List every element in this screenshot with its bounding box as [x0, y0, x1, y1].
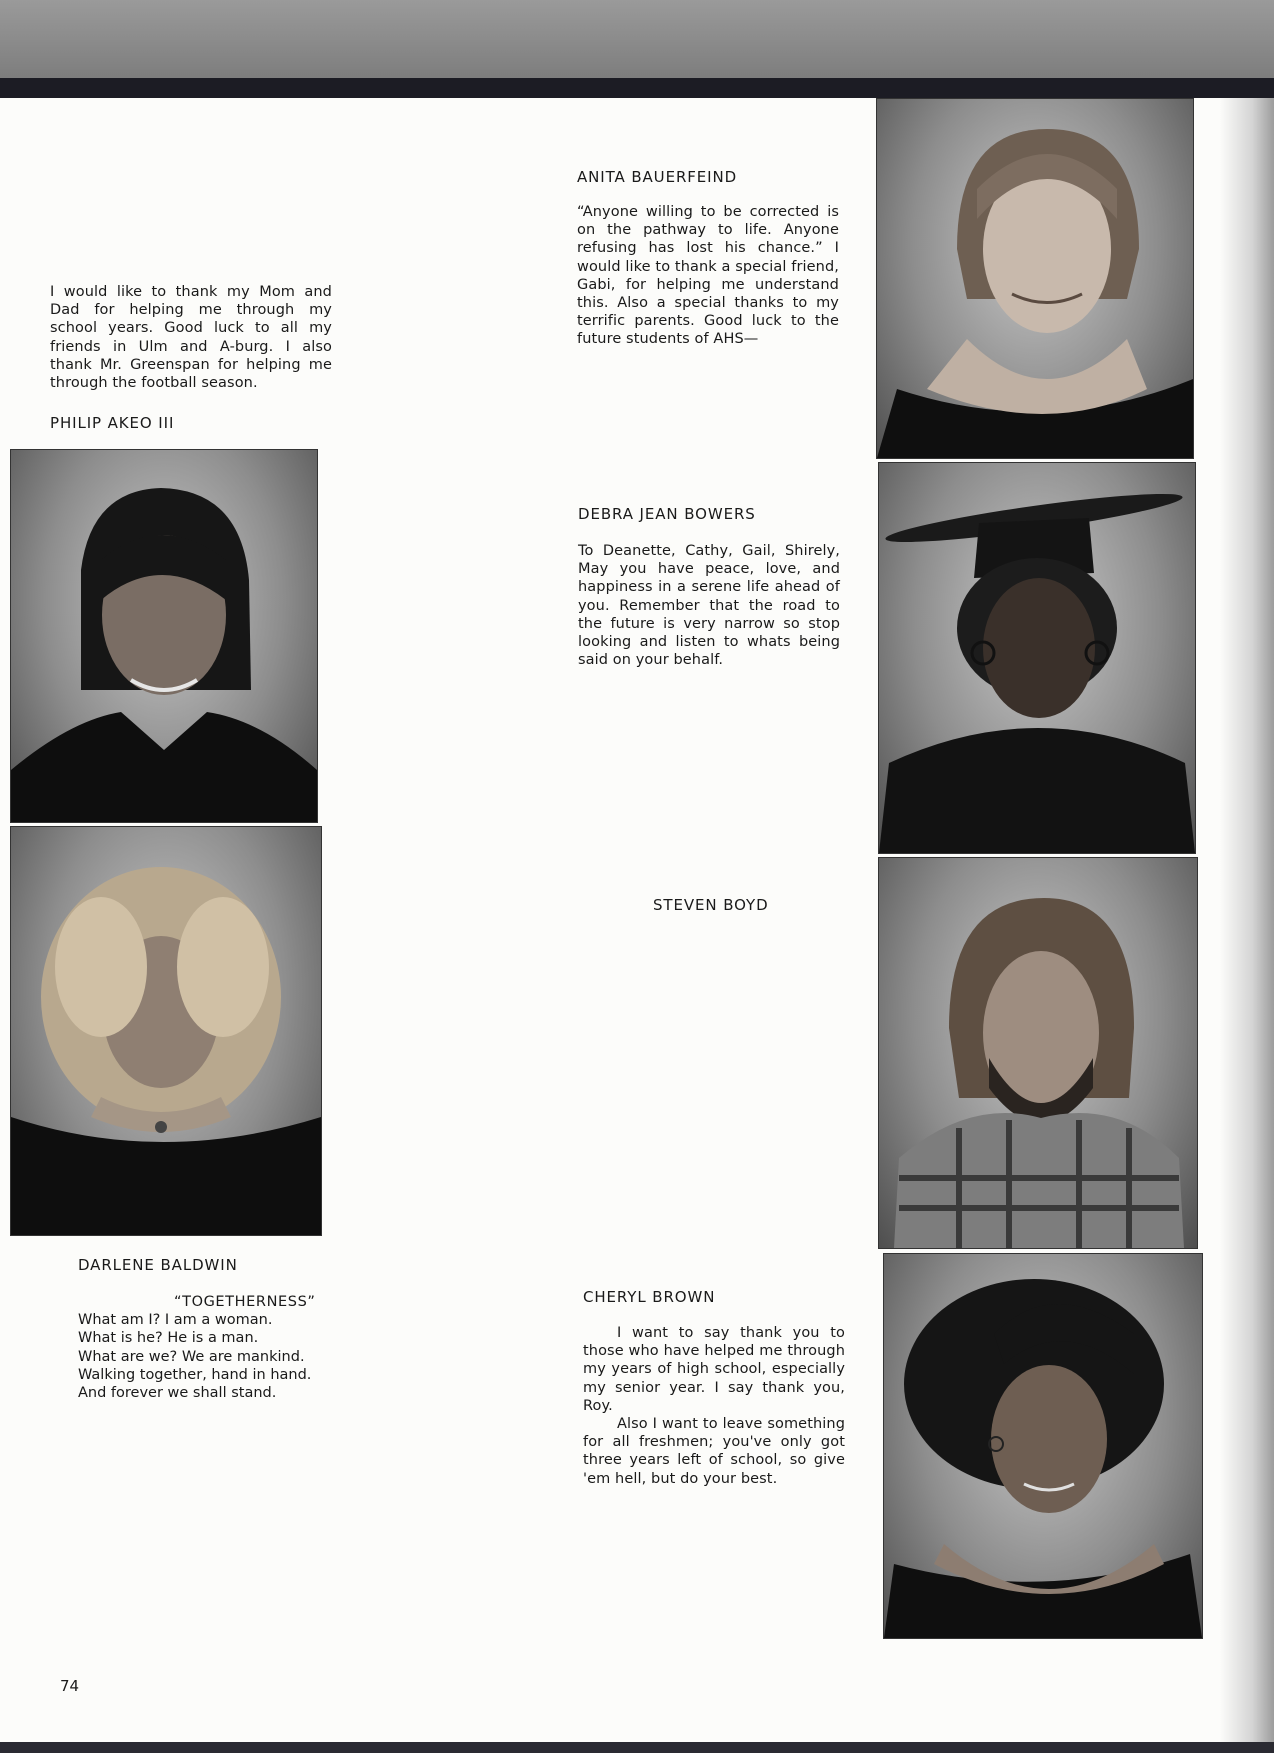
- poem-title: “TOGETHERNESS”: [174, 1294, 316, 1310]
- brown-portrait: [883, 1253, 1203, 1639]
- baldwin-name: DARLENE BALDWIN: [78, 1256, 238, 1274]
- brown-message: [583, 1324, 845, 1488]
- bowers-name: DEBRA JEAN BOWERS: [578, 505, 756, 523]
- brown-message-paragraph-2: Also I want to leave something for all freshmen; you've only got three years left of school, so give 'em hell, but do your best.: [583, 1416, 845, 1487]
- poem-line: What am I? I am a woman.: [78, 1312, 273, 1329]
- akeo-portrait: [10, 449, 318, 823]
- akeo-name: PHILIP AKEO III: [50, 414, 175, 432]
- bauerfeind-message: “Anyone willing to be corrected is on the pathway to life. Anyone refusing has lost his chance.” I would like to thank a special friend, Gabi, for helping me understand this. Also a special thanks to my terrific parents. Good luck to the future students of AHS—: [577, 204, 839, 348]
- akeo-message: I would like to thank my Mom and Dad for helping me through my school years. Good luck to all my friends in Ulm and A-burg. I also thank Mr. Greenspan for helping me through the football season.: [50, 284, 332, 392]
- baldwin-poem: [78, 1293, 368, 1402]
- book-cover-edge: [0, 78, 1274, 100]
- page-number: 74: [60, 1677, 80, 1695]
- poem-line: What are we? We are mankind.: [78, 1348, 305, 1365]
- brown-name: CHERYL BROWN: [583, 1288, 716, 1306]
- brown-message-paragraph-1: I want to say thank you to those who have helped me through my years of high school, especially my senior year. I say thank you, Roy.: [583, 1325, 845, 1414]
- poem-line: What is he? He is a man.: [78, 1330, 259, 1347]
- bauerfeind-portrait: [876, 98, 1194, 459]
- scan-background: [0, 0, 1274, 82]
- page-gutter-shadow: [1220, 98, 1274, 1753]
- bowers-portrait: [878, 462, 1196, 854]
- boyd-name: STEVEN BOYD: [653, 896, 769, 914]
- poem-line: And forever we shall stand.: [78, 1385, 277, 1402]
- boyd-portrait: [878, 857, 1198, 1249]
- book-bottom-edge: [0, 1742, 1274, 1753]
- poem-line: Walking together, hand in hand.: [78, 1366, 312, 1383]
- baldwin-portrait: [10, 826, 322, 1236]
- bowers-message: To Deanette, Cathy, Gail, Shirely, May you have peace, love, and happiness in a serene life ahead of you. Remember that the road to the future is very narrow so stop looking and listen to whats being said on your behalf.: [578, 543, 840, 669]
- bauerfeind-name: ANITA BAUERFEIND: [577, 168, 738, 186]
